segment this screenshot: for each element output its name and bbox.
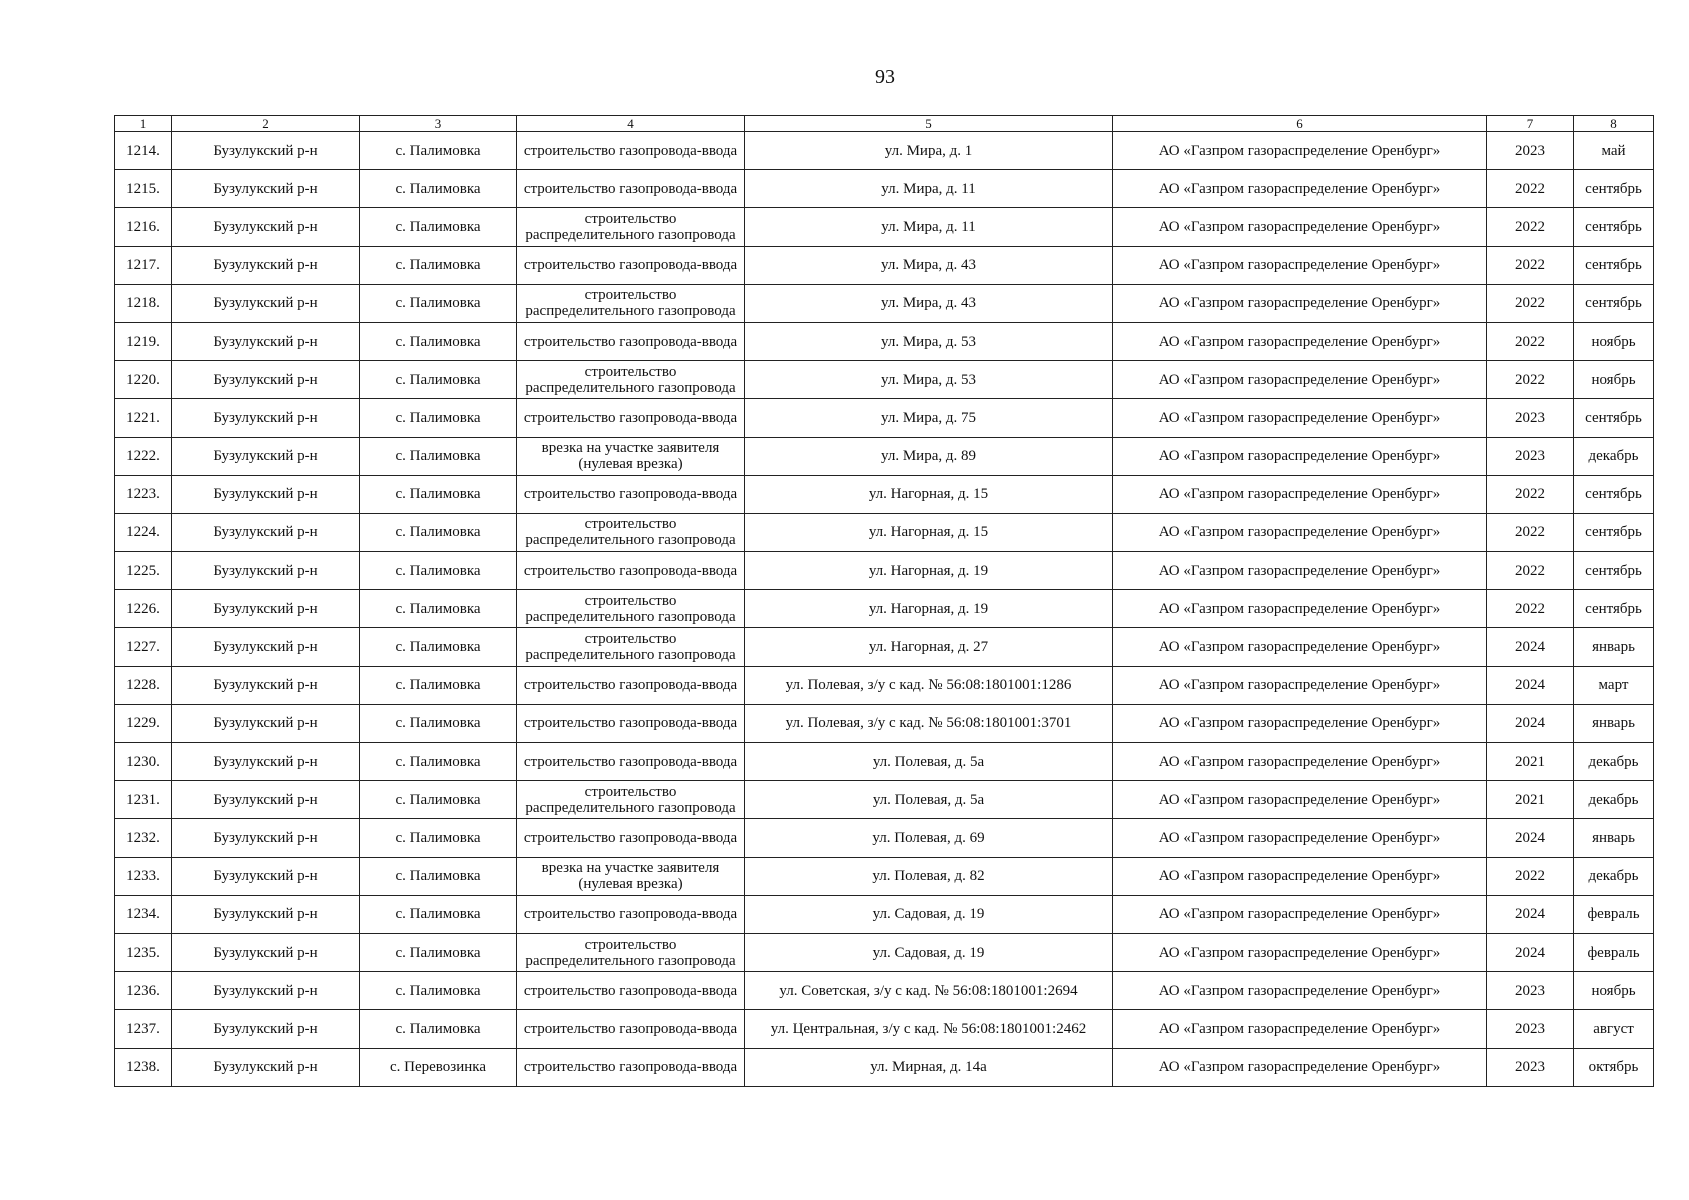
table-row [115,1010,1654,1048]
settlement-cell: с. Палимовка [360,132,517,170]
month-cell: сентябрь [1574,552,1654,590]
table-row [115,437,1654,475]
row-number-cell: 1224. [115,513,172,551]
address-cell: ул. Нагорная, д. 15 [745,513,1113,551]
settlement-cell: с. Палимовка [360,857,517,895]
district-cell: Бузулукский р-н [172,246,360,284]
month-cell: февраль [1574,933,1654,971]
address-cell: ул. Мира, д. 43 [745,246,1113,284]
settlement-cell: с. Палимовка [360,399,517,437]
year-cell: 2022 [1487,552,1574,590]
table-row [115,132,1654,170]
organization-cell: АО «Газпром газораспределение Оренбург» [1113,781,1487,819]
year-cell: 2021 [1487,781,1574,819]
row-number-cell: 1221. [115,399,172,437]
table-row [115,781,1654,819]
work-type-cell: строительство газопровода-ввода [517,819,745,857]
address-cell: ул. Мирная, д. 14а [745,1048,1113,1086]
district-cell: Бузулукский р-н [172,208,360,246]
organization-cell: АО «Газпром газораспределение Оренбург» [1113,1048,1487,1086]
district-cell: Бузулукский р-н [172,972,360,1010]
settlement-cell: с. Палимовка [360,552,517,590]
work-type-cell: строительство распределительного газопровода [517,933,745,971]
month-cell: ноябрь [1574,322,1654,360]
year-cell: 2022 [1487,361,1574,399]
district-cell: Бузулукский р-н [172,552,360,590]
year-cell: 2024 [1487,628,1574,666]
work-type-cell: строительство распределительного газопровода [517,513,745,551]
work-type-cell: врезка на участке заявителя (нулевая врезка) [517,437,745,475]
table-row [115,819,1654,857]
table-row [115,552,1654,590]
table-body [115,132,1654,1087]
work-type-cell: строительство распределительного газопровода [517,590,745,628]
work-type-cell: строительство газопровода-ввода [517,322,745,360]
address-cell: ул. Нагорная, д. 19 [745,552,1113,590]
address-cell: ул. Полевая, з/у с кад. № 56:08:1801001:1286 [745,666,1113,704]
year-cell: 2024 [1487,704,1574,742]
settlement-cell: с. Палимовка [360,246,517,284]
address-cell: ул. Нагорная, д. 15 [745,475,1113,513]
month-cell: сентябрь [1574,475,1654,513]
organization-cell: АО «Газпром газораспределение Оренбург» [1113,552,1487,590]
year-cell: 2022 [1487,170,1574,208]
work-type-cell: строительство распределительного газопровода [517,628,745,666]
work-type-cell: строительство газопровода-ввода [517,1010,745,1048]
row-number-cell: 1234. [115,895,172,933]
work-type-cell: строительство распределительного газопровода [517,208,745,246]
district-cell: Бузулукский р-н [172,284,360,322]
work-type-cell: строительство газопровода-ввода [517,743,745,781]
settlement-cell: с. Палимовка [360,895,517,933]
year-cell: 2024 [1487,895,1574,933]
organization-cell: АО «Газпром газораспределение Оренбург» [1113,1010,1487,1048]
address-cell: ул. Мира, д. 89 [745,437,1113,475]
header-cell: 1 [115,116,172,132]
table-row [115,743,1654,781]
district-cell: Бузулукский р-н [172,399,360,437]
district-cell: Бузулукский р-н [172,895,360,933]
work-type-cell: строительство распределительного газопровода [517,284,745,322]
table-row [115,361,1654,399]
row-number-cell: 1233. [115,857,172,895]
month-cell: сентябрь [1574,399,1654,437]
month-cell: май [1574,132,1654,170]
header-cell: 6 [1113,116,1487,132]
month-cell: сентябрь [1574,513,1654,551]
table-row [115,628,1654,666]
district-cell: Бузулукский р-н [172,857,360,895]
row-number-cell: 1230. [115,743,172,781]
table-row [115,1048,1654,1086]
work-type-cell: строительство газопровода-ввода [517,552,745,590]
address-cell: ул. Мира, д. 11 [745,208,1113,246]
organization-cell: АО «Газпром газораспределение Оренбург» [1113,246,1487,284]
work-type-cell: врезка на участке заявителя (нулевая врезка) [517,857,745,895]
year-cell: 2022 [1487,284,1574,322]
year-cell: 2024 [1487,819,1574,857]
address-cell: ул. Нагорная, д. 27 [745,628,1113,666]
settlement-cell: с. Палимовка [360,208,517,246]
settlement-cell: с. Палимовка [360,437,517,475]
settlement-cell: с. Палимовка [360,819,517,857]
year-cell: 2023 [1487,1048,1574,1086]
address-cell: ул. Нагорная, д. 19 [745,590,1113,628]
month-cell: август [1574,1010,1654,1048]
address-cell: ул. Мира, д. 1 [745,132,1113,170]
month-cell: декабрь [1574,857,1654,895]
organization-cell: АО «Газпром газораспределение Оренбург» [1113,322,1487,360]
settlement-cell: с. Палимовка [360,704,517,742]
settlement-cell: с. Палимовка [360,743,517,781]
settlement-cell: с. Палимовка [360,781,517,819]
header-cell: 2 [172,116,360,132]
year-cell: 2023 [1487,1010,1574,1048]
row-number-cell: 1232. [115,819,172,857]
organization-cell: АО «Газпром газораспределение Оренбург» [1113,895,1487,933]
table-row [115,513,1654,551]
organization-cell: АО «Газпром газораспределение Оренбург» [1113,704,1487,742]
row-number-cell: 1216. [115,208,172,246]
row-number-cell: 1218. [115,284,172,322]
settlement-cell: с. Палимовка [360,513,517,551]
row-number-cell: 1227. [115,628,172,666]
work-type-cell: строительство газопровода-ввода [517,895,745,933]
address-cell: ул. Садовая, д. 19 [745,895,1113,933]
row-number-cell: 1223. [115,475,172,513]
address-cell: ул. Мира, д. 53 [745,361,1113,399]
settlement-cell: с. Палимовка [360,628,517,666]
organization-cell: АО «Газпром газораспределение Оренбург» [1113,399,1487,437]
district-cell: Бузулукский р-н [172,1010,360,1048]
table-row [115,933,1654,971]
district-cell: Бузулукский р-н [172,781,360,819]
organization-cell: АО «Газпром газораспределение Оренбург» [1113,361,1487,399]
header-cell: 7 [1487,116,1574,132]
row-number-cell: 1214. [115,132,172,170]
table-header [115,116,1654,132]
organization-cell: АО «Газпром газораспределение Оренбург» [1113,666,1487,704]
settlement-cell: с. Палимовка [360,170,517,208]
organization-cell: АО «Газпром газораспределение Оренбург» [1113,590,1487,628]
organization-cell: АО «Газпром газораспределение Оренбург» [1113,933,1487,971]
year-cell: 2021 [1487,743,1574,781]
row-number-cell: 1228. [115,666,172,704]
work-type-cell: строительство газопровода-ввода [517,475,745,513]
settlement-cell: с. Перевозинка [360,1048,517,1086]
organization-cell: АО «Газпром газораспределение Оренбург» [1113,628,1487,666]
address-cell: ул. Садовая, д. 19 [745,933,1113,971]
table-row [115,590,1654,628]
data-table [114,115,1654,1087]
row-number-cell: 1217. [115,246,172,284]
month-cell: январь [1574,704,1654,742]
year-cell: 2022 [1487,246,1574,284]
work-type-cell: строительство газопровода-ввода [517,246,745,284]
district-cell: Бузулукский р-н [172,743,360,781]
month-cell: сентябрь [1574,208,1654,246]
month-cell: январь [1574,628,1654,666]
month-cell: сентябрь [1574,170,1654,208]
year-cell: 2023 [1487,972,1574,1010]
month-cell: декабрь [1574,437,1654,475]
year-cell: 2022 [1487,322,1574,360]
table-row [115,895,1654,933]
organization-cell: АО «Газпром газораспределение Оренбург» [1113,208,1487,246]
year-cell: 2022 [1487,208,1574,246]
district-cell: Бузулукский р-н [172,704,360,742]
address-cell: ул. Советская, з/у с кад. № 56:08:1801001:2694 [745,972,1113,1010]
work-type-cell: строительство газопровода-ввода [517,704,745,742]
address-cell: ул. Мира, д. 11 [745,170,1113,208]
month-cell: март [1574,666,1654,704]
district-cell: Бузулукский р-н [172,322,360,360]
table-row [115,857,1654,895]
month-cell: февраль [1574,895,1654,933]
organization-cell: АО «Газпром газораспределение Оренбург» [1113,972,1487,1010]
address-cell: ул. Полевая, д. 5а [745,781,1113,819]
district-cell: Бузулукский р-н [172,819,360,857]
month-cell: январь [1574,819,1654,857]
organization-cell: АО «Газпром газораспределение Оренбург» [1113,513,1487,551]
district-cell: Бузулукский р-н [172,628,360,666]
settlement-cell: с. Палимовка [360,322,517,360]
work-type-cell: строительство газопровода-ввода [517,399,745,437]
month-cell: сентябрь [1574,590,1654,628]
row-number-cell: 1236. [115,972,172,1010]
settlement-cell: с. Палимовка [360,284,517,322]
header-cell: 8 [1574,116,1654,132]
address-cell: ул. Полевая, з/у с кад. № 56:08:1801001:3701 [745,704,1113,742]
district-cell: Бузулукский р-н [172,437,360,475]
address-cell: ул. Полевая, д. 69 [745,819,1113,857]
district-cell: Бузулукский р-н [172,513,360,551]
header-cell: 3 [360,116,517,132]
address-cell: ул. Центральная, з/у с кад. № 56:08:1801001:2462 [745,1010,1113,1048]
year-cell: 2022 [1487,513,1574,551]
organization-cell: АО «Газпром газораспределение Оренбург» [1113,819,1487,857]
year-cell: 2024 [1487,933,1574,971]
settlement-cell: с. Палимовка [360,590,517,628]
table-row [115,322,1654,360]
row-number-cell: 1225. [115,552,172,590]
address-cell: ул. Мира, д. 75 [745,399,1113,437]
address-cell: ул. Полевая, д. 5а [745,743,1113,781]
settlement-cell: с. Палимовка [360,1010,517,1048]
row-number-cell: 1237. [115,1010,172,1048]
table-row [115,399,1654,437]
year-cell: 2024 [1487,666,1574,704]
address-cell: ул. Мира, д. 53 [745,322,1113,360]
month-cell: ноябрь [1574,972,1654,1010]
year-cell: 2022 [1487,857,1574,895]
row-number-cell: 1220. [115,361,172,399]
header-row [115,116,1654,132]
month-cell: декабрь [1574,781,1654,819]
table-row [115,208,1654,246]
district-cell: Бузулукский р-н [172,361,360,399]
row-number-cell: 1231. [115,781,172,819]
page-number: 93 [875,66,895,88]
month-cell: декабрь [1574,743,1654,781]
table-row [115,246,1654,284]
table-row [115,972,1654,1010]
work-type-cell: строительство газопровода-ввода [517,1048,745,1086]
district-cell: Бузулукский р-н [172,132,360,170]
header-cell: 4 [517,116,745,132]
district-cell: Бузулукский р-н [172,170,360,208]
settlement-cell: с. Палимовка [360,933,517,971]
settlement-cell: с. Палимовка [360,475,517,513]
row-number-cell: 1226. [115,590,172,628]
row-number-cell: 1219. [115,322,172,360]
district-cell: Бузулукский р-н [172,1048,360,1086]
month-cell: сентябрь [1574,246,1654,284]
table-row [115,475,1654,513]
month-cell: октябрь [1574,1048,1654,1086]
row-number-cell: 1235. [115,933,172,971]
organization-cell: АО «Газпром газораспределение Оренбург» [1113,857,1487,895]
work-type-cell: строительство распределительного газопровода [517,361,745,399]
header-cell: 5 [745,116,1113,132]
organization-cell: АО «Газпром газораспределение Оренбург» [1113,437,1487,475]
organization-cell: АО «Газпром газораспределение Оренбург» [1113,170,1487,208]
district-cell: Бузулукский р-н [172,590,360,628]
table-row [115,666,1654,704]
table-row [115,704,1654,742]
work-type-cell: строительство газопровода-ввода [517,666,745,704]
address-cell: ул. Мира, д. 43 [745,284,1113,322]
row-number-cell: 1229. [115,704,172,742]
district-cell: Бузулукский р-н [172,475,360,513]
year-cell: 2023 [1487,132,1574,170]
work-type-cell: строительство газопровода-ввода [517,972,745,1010]
month-cell: ноябрь [1574,361,1654,399]
settlement-cell: с. Палимовка [360,361,517,399]
table-row [115,170,1654,208]
table-row [115,284,1654,322]
year-cell: 2022 [1487,590,1574,628]
row-number-cell: 1215. [115,170,172,208]
settlement-cell: с. Палимовка [360,666,517,704]
organization-cell: АО «Газпром газораспределение Оренбург» [1113,284,1487,322]
year-cell: 2022 [1487,475,1574,513]
settlement-cell: с. Палимовка [360,972,517,1010]
work-type-cell: строительство распределительного газопровода [517,781,745,819]
organization-cell: АО «Газпром газораспределение Оренбург» [1113,132,1487,170]
organization-cell: АО «Газпром газораспределение Оренбург» [1113,743,1487,781]
year-cell: 2023 [1487,437,1574,475]
row-number-cell: 1222. [115,437,172,475]
year-cell: 2023 [1487,399,1574,437]
row-number-cell: 1238. [115,1048,172,1086]
work-type-cell: строительство газопровода-ввода [517,170,745,208]
month-cell: сентябрь [1574,284,1654,322]
address-cell: ул. Полевая, д. 82 [745,857,1113,895]
work-type-cell: строительство газопровода-ввода [517,132,745,170]
organization-cell: АО «Газпром газораспределение Оренбург» [1113,475,1487,513]
district-cell: Бузулукский р-н [172,666,360,704]
district-cell: Бузулукский р-н [172,933,360,971]
